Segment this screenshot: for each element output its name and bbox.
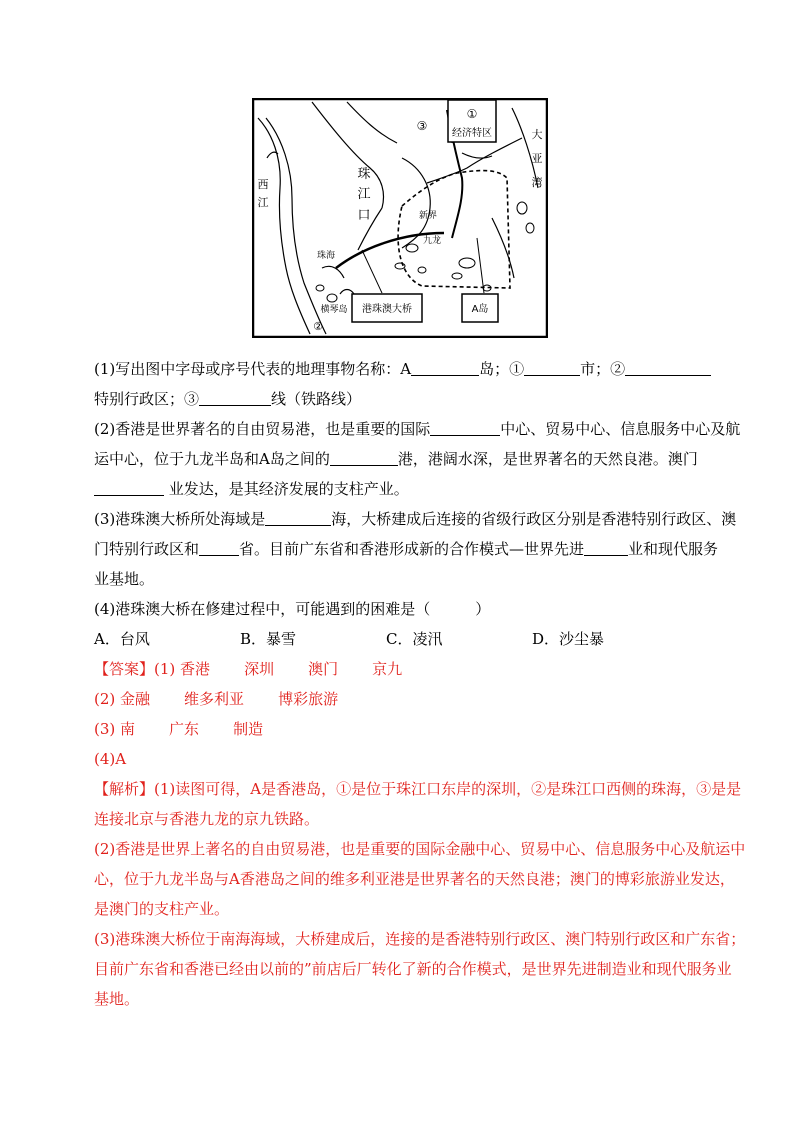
analysis-line6: (3)港珠澳大桥位于南海海域，大桥建成后，连接的是香港特别行政区、澳门特别行政区和广东省； xyxy=(94,930,746,948)
analysis-line2: 连接北京与香港九龙的京九铁路。 xyxy=(94,810,320,828)
map-label-xinjie: 新界 xyxy=(418,211,438,221)
q1-line2 xyxy=(94,384,714,414)
blank-q2-1 xyxy=(430,420,500,436)
answer-1-b: 深圳 xyxy=(244,660,275,678)
q1-text-1: (1)写出图中字母或序号代表的地理事物名称：A xyxy=(94,360,412,378)
q1-text-3: 市；② xyxy=(580,360,626,378)
analysis-line7: 目前广东省和香港已经由以前的”前店后厂转化了新的合作模式，是世界先进制造业和现代服务业 xyxy=(94,960,732,978)
q2-line2 xyxy=(94,444,714,474)
blank-a xyxy=(411,360,479,376)
answer-line3 xyxy=(94,714,714,744)
q2-text-1: (2)香港是世界著名的自由贸易港，也是重要的国际 xyxy=(94,420,431,438)
q3-line1 xyxy=(94,504,737,534)
q4-stem: (4)港珠澳大桥在修建过程中，可能遇到的困难是（ ） xyxy=(94,600,491,618)
answer-2-a: 金融 xyxy=(120,690,151,708)
q3-line3 xyxy=(94,564,714,594)
q1-text-5: 线（铁路线） xyxy=(271,390,362,408)
analysis-line3: (2)香港是世界上著名的自由贸易港，也是重要的国际金融中心、贸易中心、信息服务中心及航运中 xyxy=(94,840,746,858)
q3-text-3: 门特别行政区和 xyxy=(94,540,200,558)
map-label-jiulong: 九龙 xyxy=(422,236,442,246)
q3-text-2: 海，大桥建成后连接的省级行政区分别是香港特别行政区、澳 xyxy=(331,510,737,528)
map-label-circle3: ③ xyxy=(416,119,428,133)
q1-text-2: 岛；① xyxy=(479,360,525,378)
answer-2-b: 维多利亚 xyxy=(184,690,245,708)
map-label-ya: 亚 xyxy=(531,152,543,165)
analysis-line1 xyxy=(94,774,742,804)
blank-q3-1 xyxy=(265,510,331,526)
q2-text-4: 港，港阔水深，是世界著名的天然良港。澳门 xyxy=(397,450,698,468)
answer-1-c: 澳门 xyxy=(308,660,339,678)
q3-text-6: 业基地。 xyxy=(94,570,155,588)
blank-q2-2 xyxy=(330,450,398,466)
blank-q3-3 xyxy=(584,540,628,556)
option-c[interactable]: C．凌汛 xyxy=(386,630,443,648)
option-d[interactable]: D．沙尘暴 xyxy=(532,630,605,648)
q2-line1 xyxy=(94,414,741,444)
answer-3-b: 广东 xyxy=(169,720,200,738)
blank-q3-2 xyxy=(199,540,239,556)
q2-text-2: 中心、贸易中心、信息服务中心及航 xyxy=(500,420,741,438)
map-label-jiang: 江 xyxy=(357,187,371,202)
map-label-hengqin: 横琴岛 xyxy=(320,305,348,315)
map-label-circle2: ② xyxy=(313,320,323,333)
analysis-text-1: (1)读图可得，A是香港岛，①是位于珠江口东岸的深圳，②是珠江口西侧的珠海，③是是 xyxy=(154,780,742,798)
answer-line1 xyxy=(94,654,714,684)
map-label-circle1: ① xyxy=(466,107,478,121)
map-label-bridge: 港珠澳大桥 xyxy=(362,304,412,315)
q3-text-5: 业和现代服务 xyxy=(628,540,719,558)
map-label-zhuhai: 珠海 xyxy=(316,251,336,261)
map-label-jiang2: 江 xyxy=(257,196,269,209)
answer-3-c: 制造 xyxy=(233,720,264,738)
answer-1-d: 京九 xyxy=(372,660,403,678)
q3-text-4: 省。目前广东省和香港形成新的合作模式—世界先进 xyxy=(239,540,585,558)
q2-text-3: 运中心，位于九龙半岛和A岛之间的 xyxy=(94,450,330,468)
blank-q2-3 xyxy=(94,480,164,496)
answer-2-prefix: (2) xyxy=(94,690,116,708)
map-label-wan: 湾 xyxy=(531,176,543,189)
analysis-line4: 心，位于九龙半岛与A香港岛之间的维多利亚港是世界著名的天然良港；澳门的博彩旅游业发达， xyxy=(94,870,735,888)
blank-1 xyxy=(524,360,580,376)
q3-line2 xyxy=(94,534,719,564)
map-label-econ-zone: 经济特区 xyxy=(452,128,492,139)
blank-3 xyxy=(199,390,271,406)
map-label-da: 大 xyxy=(531,128,543,141)
option-a[interactable]: A．台风 xyxy=(94,630,150,648)
answer-3-prefix: (3) xyxy=(94,720,116,738)
map-label-zhu: 珠 xyxy=(357,167,371,182)
q4-options xyxy=(94,624,714,654)
blank-2 xyxy=(625,360,711,376)
q1-line1 xyxy=(94,354,714,384)
question-block xyxy=(94,354,746,1014)
map-label-xi: 西 xyxy=(257,178,269,191)
pearl-river-delta-map xyxy=(252,98,548,338)
q1-text-4: 特别行政区；③ xyxy=(94,390,200,408)
answer-2-c: 博彩旅游 xyxy=(278,690,339,708)
q2-line3 xyxy=(94,474,714,504)
answer-1-a: 香港 xyxy=(180,660,211,678)
analysis-line5: 是澳门的支柱产业。 xyxy=(94,900,230,918)
answer-3-a: 南 xyxy=(120,720,136,738)
analysis-line8: 基地。 xyxy=(94,990,140,1008)
answer-line4: (4)A xyxy=(94,750,127,768)
answer-tag: 【答案】 xyxy=(94,660,155,678)
map-label-island-a: A岛 xyxy=(471,304,489,315)
q2-text-5: 业发达，是其经济发展的支柱产业。 xyxy=(168,480,409,498)
map-label-kou: 口 xyxy=(357,208,371,223)
answer-line2 xyxy=(94,684,714,714)
option-b[interactable]: B．暴雪 xyxy=(240,630,297,648)
q3-text-1: (3)港珠澳大桥所处海域是 xyxy=(94,510,266,528)
answer-1-prefix: (1) xyxy=(154,660,176,678)
analysis-tag: 【解析】 xyxy=(94,780,155,798)
